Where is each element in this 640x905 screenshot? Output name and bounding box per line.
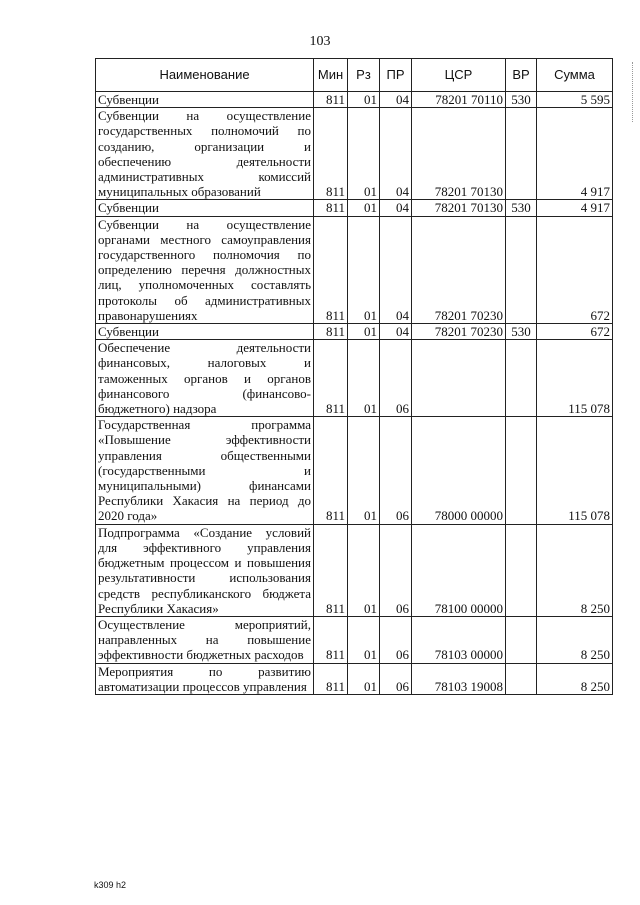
row-rz: 01: [348, 417, 380, 524]
row-name: Субвенции на осуществление государственных полномочий по созданию, организации и обеспечению деятельности административных комиссий муниципальных образований: [96, 108, 314, 200]
row-vr: 530: [506, 200, 537, 216]
scan-edge-mark: [632, 62, 637, 122]
budget-table: [95, 58, 613, 695]
row-vr: [506, 108, 537, 200]
row-name: Субвенции: [96, 200, 314, 216]
row-sum: 8 250: [537, 524, 613, 616]
table-row: [96, 417, 613, 524]
row-pr: 06: [380, 417, 412, 524]
row-min: 811: [314, 616, 348, 663]
row-csr: 78201 70110: [412, 92, 506, 108]
row-rz: 01: [348, 108, 380, 200]
row-csr: 78201 70130: [412, 200, 506, 216]
row-vr: [506, 524, 537, 616]
row-pr: 04: [380, 324, 412, 340]
row-rz: 01: [348, 663, 380, 694]
row-sum: 672: [537, 216, 613, 323]
page-number: 103: [309, 34, 331, 49]
table-header-row: [96, 59, 613, 92]
row-name: Государственная программа «Повышение эффективности управления общественными (государственными и муниципальными) финансами Республики Хакасия на период до 2020 года»: [96, 417, 314, 524]
row-name: Осуществление мероприятий, направленных на повышение эффективности бюджетных расходов: [96, 616, 314, 663]
table-row: [96, 92, 613, 108]
row-name: Субвенции на осуществление органами местного самоуправления государственного полномочия по определению перечня должностных лиц, уполномоченных составлять протоколы об административных правонарушениях: [96, 216, 314, 323]
row-pr: 04: [380, 200, 412, 216]
table-row: [96, 663, 613, 694]
row-rz: 01: [348, 92, 380, 108]
row-sum: 8 250: [537, 663, 613, 694]
row-vr: 530: [506, 324, 537, 340]
row-rz: 01: [348, 216, 380, 323]
row-rz: 01: [348, 340, 380, 417]
row-sum: 4 917: [537, 200, 613, 216]
row-name: Субвенции: [96, 324, 314, 340]
row-rz: 01: [348, 616, 380, 663]
row-min: 811: [314, 417, 348, 524]
row-min: 811: [314, 92, 348, 108]
footer-code: k309 h2: [94, 880, 127, 890]
row-csr: 78100 00000: [412, 524, 506, 616]
header-sum: Сумма: [537, 59, 613, 92]
row-sum: 115 078: [537, 340, 613, 417]
row-pr: 04: [380, 216, 412, 323]
row-csr: 78201 70130: [412, 108, 506, 200]
table-row: [96, 200, 613, 216]
row-min: 811: [314, 216, 348, 323]
row-sum: 8 250: [537, 616, 613, 663]
row-pr: 04: [380, 108, 412, 200]
row-min: 811: [314, 340, 348, 417]
row-pr: 06: [380, 616, 412, 663]
table-row: [96, 616, 613, 663]
row-sum: 4 917: [537, 108, 613, 200]
table-row: [96, 340, 613, 417]
row-name: Субвенции: [96, 92, 314, 108]
row-name: Мероприятия по развитию автоматизации процессов управления: [96, 663, 314, 694]
row-vr: [506, 616, 537, 663]
table-row: [96, 108, 613, 200]
row-csr: 78201 70230: [412, 324, 506, 340]
row-vr: 530: [506, 92, 537, 108]
row-min: 811: [314, 663, 348, 694]
row-name: Подпрограмма «Создание условий для эффективного управления бюджетным процессом и повышения результативности использования средств республиканского бюджета Республики Хакасия»: [96, 524, 314, 616]
row-sum: 5 595: [537, 92, 613, 108]
row-min: 811: [314, 108, 348, 200]
row-vr: [506, 417, 537, 524]
header-name: Наименование: [96, 59, 314, 92]
header-vr: ВР: [506, 59, 537, 92]
row-vr: [506, 340, 537, 417]
row-rz: 01: [348, 324, 380, 340]
row-vr: [506, 216, 537, 323]
row-pr: 04: [380, 92, 412, 108]
row-csr: [412, 340, 506, 417]
header-pr: ПР: [380, 59, 412, 92]
row-min: 811: [314, 524, 348, 616]
row-sum: 115 078: [537, 417, 613, 524]
row-rz: 01: [348, 524, 380, 616]
row-sum: 672: [537, 324, 613, 340]
row-name: Обеспечение деятельности финансовых, налоговых и таможенных органов и органов финансового (финансово-бюджетного) надзора: [96, 340, 314, 417]
header-csr: ЦСР: [412, 59, 506, 92]
row-pr: 06: [380, 524, 412, 616]
row-csr: 78000 00000: [412, 417, 506, 524]
table-row: [96, 216, 613, 323]
row-csr: 78103 00000: [412, 616, 506, 663]
row-csr: 78103 19008: [412, 663, 506, 694]
row-min: 811: [314, 324, 348, 340]
table-row: [96, 524, 613, 616]
row-csr: 78201 70230: [412, 216, 506, 323]
row-pr: 06: [380, 663, 412, 694]
row-pr: 06: [380, 340, 412, 417]
row-vr: [506, 663, 537, 694]
table-row: [96, 324, 613, 340]
row-min: 811: [314, 200, 348, 216]
header-rz: Рз: [348, 59, 380, 92]
row-rz: 01: [348, 200, 380, 216]
header-min: Мин: [314, 59, 348, 92]
